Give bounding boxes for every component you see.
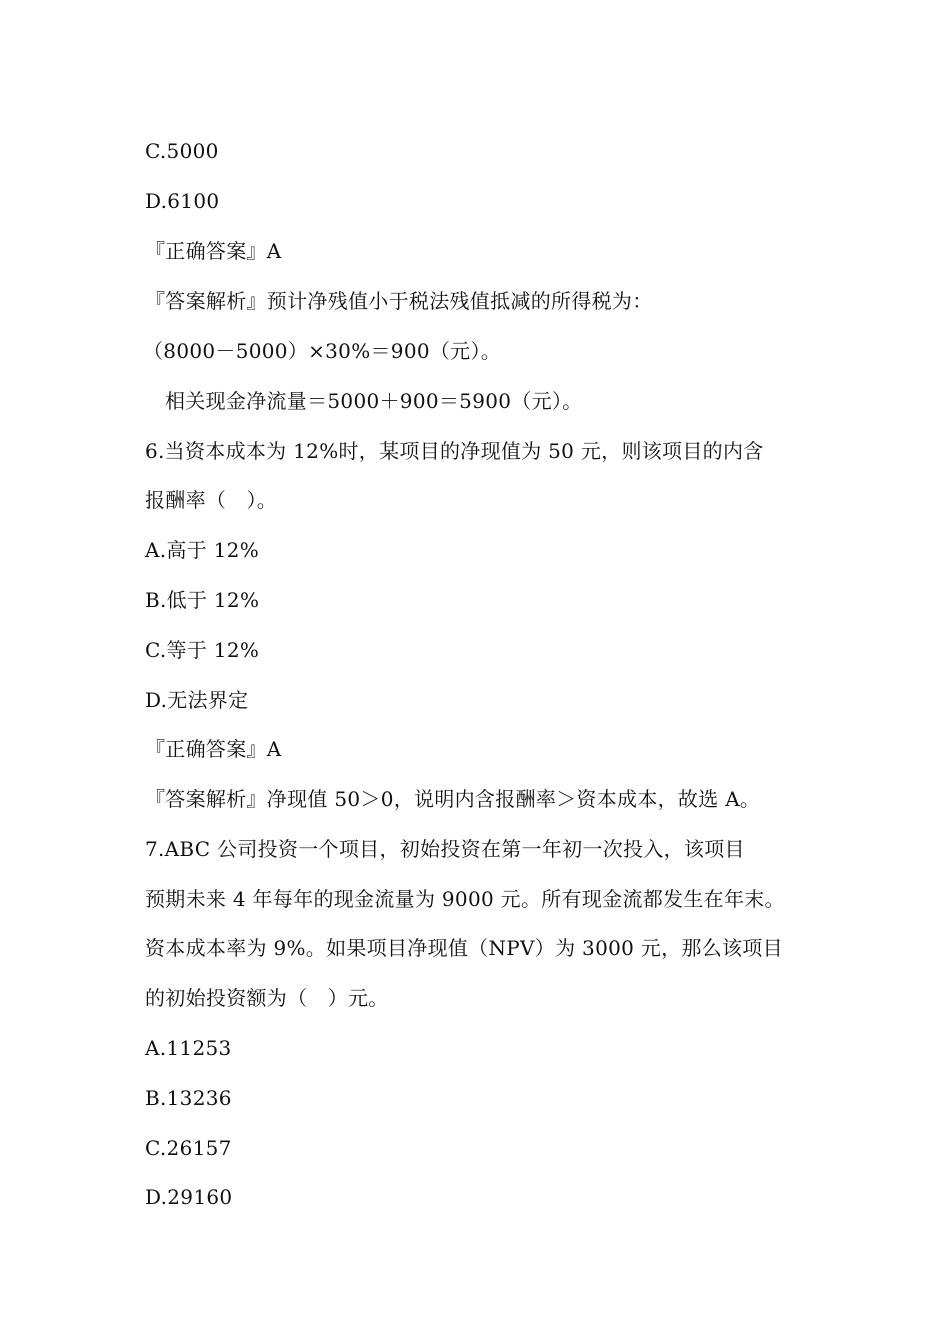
correct-answer-6: 『正确答案』A — [145, 737, 282, 761]
question-7-option-d: D.29160 — [145, 1185, 233, 1209]
correct-answer-5: 『正确答案』A — [145, 239, 282, 263]
question-6-option-d: D.无法界定 — [145, 688, 249, 712]
answer-analysis-5: 『答案解析』预计净残值小于税法残值抵减的所得税为： — [145, 289, 653, 313]
question-7-line-3: 资本成本率为 9%。如果项目净现值（NPV）为 3000 元，那么该项目 — [145, 936, 783, 960]
option-c-prev: C.5000 — [145, 139, 219, 163]
analysis-5-formula-2: 相关现金净流量＝5000＋900＝5900（元）。 — [165, 389, 583, 413]
question-7-line-2: 预期未来 4 年每年的现金流量为 9000 元。所有现金流都发生在年末。 — [145, 887, 785, 911]
question-7-line-4: 的初始投资额为（ ）元。 — [145, 986, 389, 1010]
question-6-line-2: 报酬率（ ）。 — [145, 488, 278, 512]
question-7-option-b: B.13236 — [145, 1086, 232, 1110]
question-6-line-1: 6.当资本成本为 12%时，某项目的净现值为 50 元，则该项目的内含 — [145, 439, 764, 463]
question-7-option-a: A.11253 — [145, 1036, 232, 1060]
answer-analysis-6: 『答案解析』净现值 50＞0，说明内含报酬率＞资本成本，故选 A。 — [145, 787, 761, 811]
question-6-option-b: B.低于 12% — [145, 588, 260, 612]
option-d-prev: D.6100 — [145, 189, 220, 213]
question-6-option-a: A.高于 12% — [145, 538, 260, 562]
analysis-5-formula-1: （8000－5000）×30%＝900（元）。 — [143, 339, 502, 363]
question-6-option-c: C.等于 12% — [145, 638, 260, 662]
question-7-option-c: C.26157 — [145, 1136, 232, 1160]
question-7-line-1: 7.ABC 公司投资一个项目，初始投资在第一年初一次投入，该项目 — [145, 837, 745, 861]
